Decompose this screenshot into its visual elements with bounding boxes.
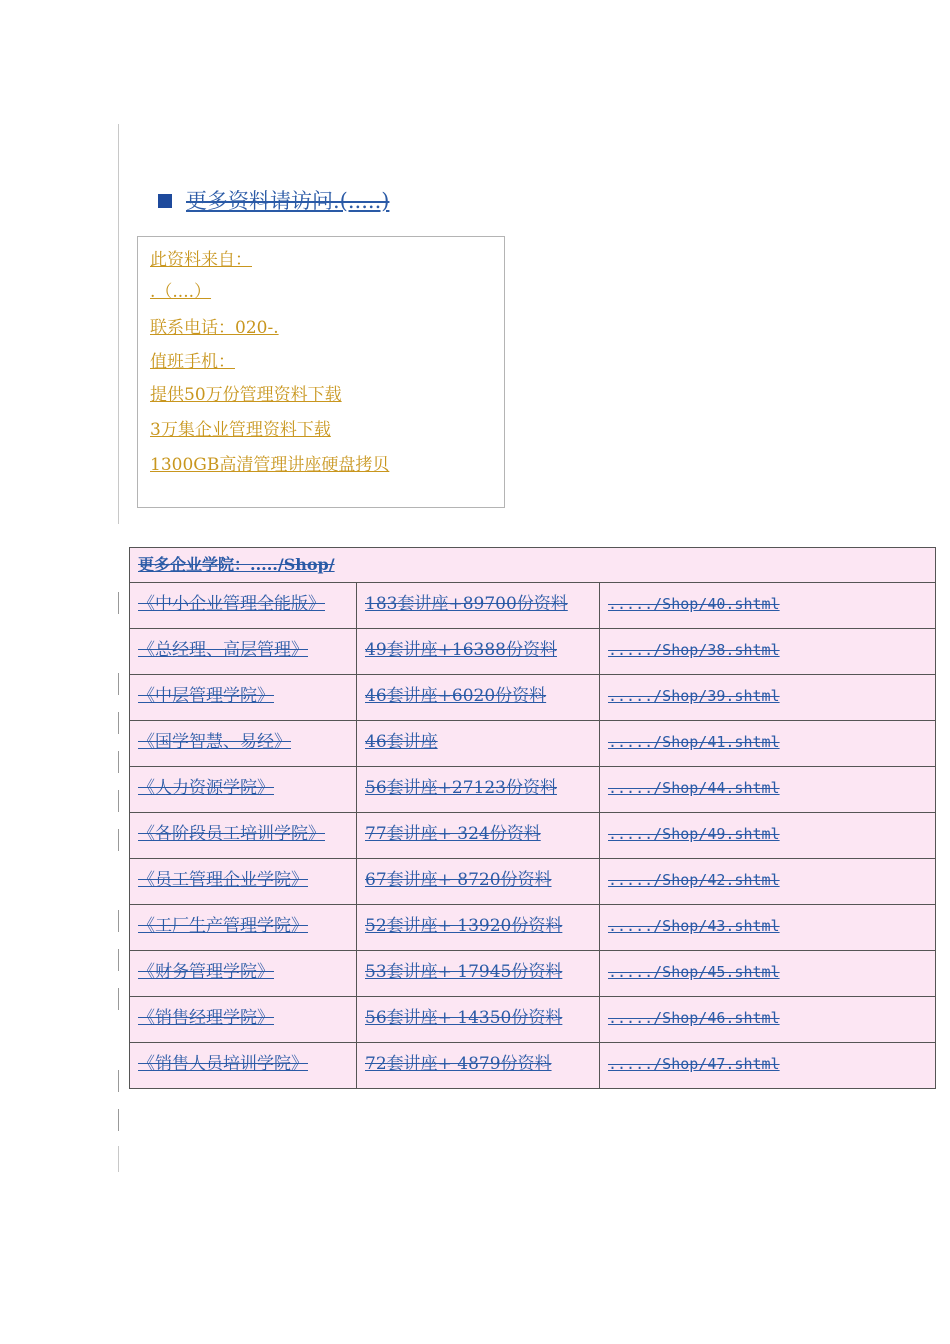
duty-mobile[interactable]: 值班手机：	[150, 352, 235, 372]
course-url-link[interactable]: ...../Shop/39.shtml	[600, 675, 936, 721]
margin-tick	[118, 910, 119, 932]
margin-tick	[118, 829, 119, 851]
course-name-link[interactable]: 《销售经理学院》	[130, 997, 357, 1043]
margin-tick	[118, 673, 119, 695]
square-bullet-icon	[158, 194, 172, 208]
course-name-link[interactable]: 《财务管理学院》	[130, 951, 357, 997]
margin-guide-line	[118, 124, 119, 524]
course-count-link[interactable]: 46套讲座+6020份资料	[357, 675, 600, 721]
course-count-link[interactable]: 49套讲座+16388份资料	[357, 629, 600, 675]
course-url-link[interactable]: ...../Shop/43.shtml	[600, 905, 936, 951]
contact-phone[interactable]: 联系电话：020-.	[150, 318, 279, 338]
margin-tick	[118, 1109, 119, 1131]
table-row	[130, 675, 936, 721]
offer-1300gb-link[interactable]: 1300GB高清管理讲座硬盘拷贝	[150, 455, 390, 475]
table-header-row	[130, 548, 936, 583]
table-row	[130, 583, 936, 629]
course-name-link[interactable]: 《人力资源学院》	[130, 767, 357, 813]
table-row	[130, 859, 936, 905]
course-count-link[interactable]: 46套讲座	[357, 721, 600, 767]
table-row	[130, 905, 936, 951]
table-row	[130, 629, 936, 675]
course-count-link[interactable]: 56套讲座+ 14350份资料	[357, 997, 600, 1043]
course-url-link[interactable]: ...../Shop/40.shtml	[600, 583, 936, 629]
course-url-link[interactable]: ...../Shop/38.shtml	[600, 629, 936, 675]
course-name-link[interactable]: 《总经理、高层管理》	[130, 629, 357, 675]
course-name-link[interactable]: 《各阶段员工培训学院》	[130, 813, 357, 859]
source-site-link[interactable]: .（....）	[150, 282, 212, 302]
course-count-link[interactable]: 56套讲座+27123份资料	[357, 767, 600, 813]
margin-guide-line	[118, 1146, 119, 1172]
shop-links-table	[129, 547, 936, 1089]
table-row	[130, 767, 936, 813]
course-name-link[interactable]: 《销售人员培训学院》	[130, 1043, 357, 1089]
table-row	[130, 997, 936, 1043]
course-url-link[interactable]: ...../Shop/45.shtml	[600, 951, 936, 997]
table-row	[130, 721, 936, 767]
source-label[interactable]: 此资料来自：	[150, 250, 252, 270]
course-name-link[interactable]: 《国学智慧、易经》	[130, 721, 357, 767]
course-url-link[interactable]: ...../Shop/44.shtml	[600, 767, 936, 813]
course-url-link[interactable]: ...../Shop/42.shtml	[600, 859, 936, 905]
margin-tick	[118, 1070, 119, 1092]
course-name-link[interactable]: 《员工管理企业学院》	[130, 859, 357, 905]
offer-500k-docs-link[interactable]: 提供50万份管理资料下载	[150, 385, 342, 405]
source-info-box	[137, 236, 505, 508]
course-count-link[interactable]: 52套讲座+ 13920份资料	[357, 905, 600, 951]
course-count-link[interactable]: 53套讲座+ 17945份资料	[357, 951, 600, 997]
course-name-link[interactable]: 《工厂生产管理学院》	[130, 905, 357, 951]
margin-tick	[118, 949, 119, 971]
margin-tick	[118, 592, 119, 614]
course-count-link[interactable]: 77套讲座+ 324份资料	[357, 813, 600, 859]
margin-tick	[118, 712, 119, 734]
course-count-link[interactable]: 67套讲座+ 8720份资料	[357, 859, 600, 905]
course-url-link[interactable]: ...../Shop/47.shtml	[600, 1043, 936, 1089]
shop-header-link[interactable]: 更多企业学院：...../Shop/	[130, 548, 936, 583]
offer-30k-episodes-link[interactable]: 3万集企业管理资料下载	[150, 420, 331, 440]
table-row	[130, 951, 936, 997]
course-url-link[interactable]: ...../Shop/41.shtml	[600, 721, 936, 767]
margin-tick	[118, 988, 119, 1010]
margin-tick	[118, 790, 119, 812]
course-count-link[interactable]: 72套讲座+ 4879份资料	[357, 1043, 600, 1089]
course-url-link[interactable]: ...../Shop/49.shtml	[600, 813, 936, 859]
table-row	[130, 1043, 936, 1089]
course-name-link[interactable]: 《中小企业管理全能版》	[130, 583, 357, 629]
course-count-link[interactable]: 183套讲座+89700份资料	[357, 583, 600, 629]
course-url-link[interactable]: ...../Shop/46.shtml	[600, 997, 936, 1043]
margin-tick	[118, 751, 119, 773]
visit-more-heading	[158, 185, 389, 215]
table-row	[130, 813, 936, 859]
course-name-link[interactable]: 《中层管理学院》	[130, 675, 357, 721]
visit-more-link[interactable]: 更多资料请访问.(.....)	[186, 189, 390, 213]
